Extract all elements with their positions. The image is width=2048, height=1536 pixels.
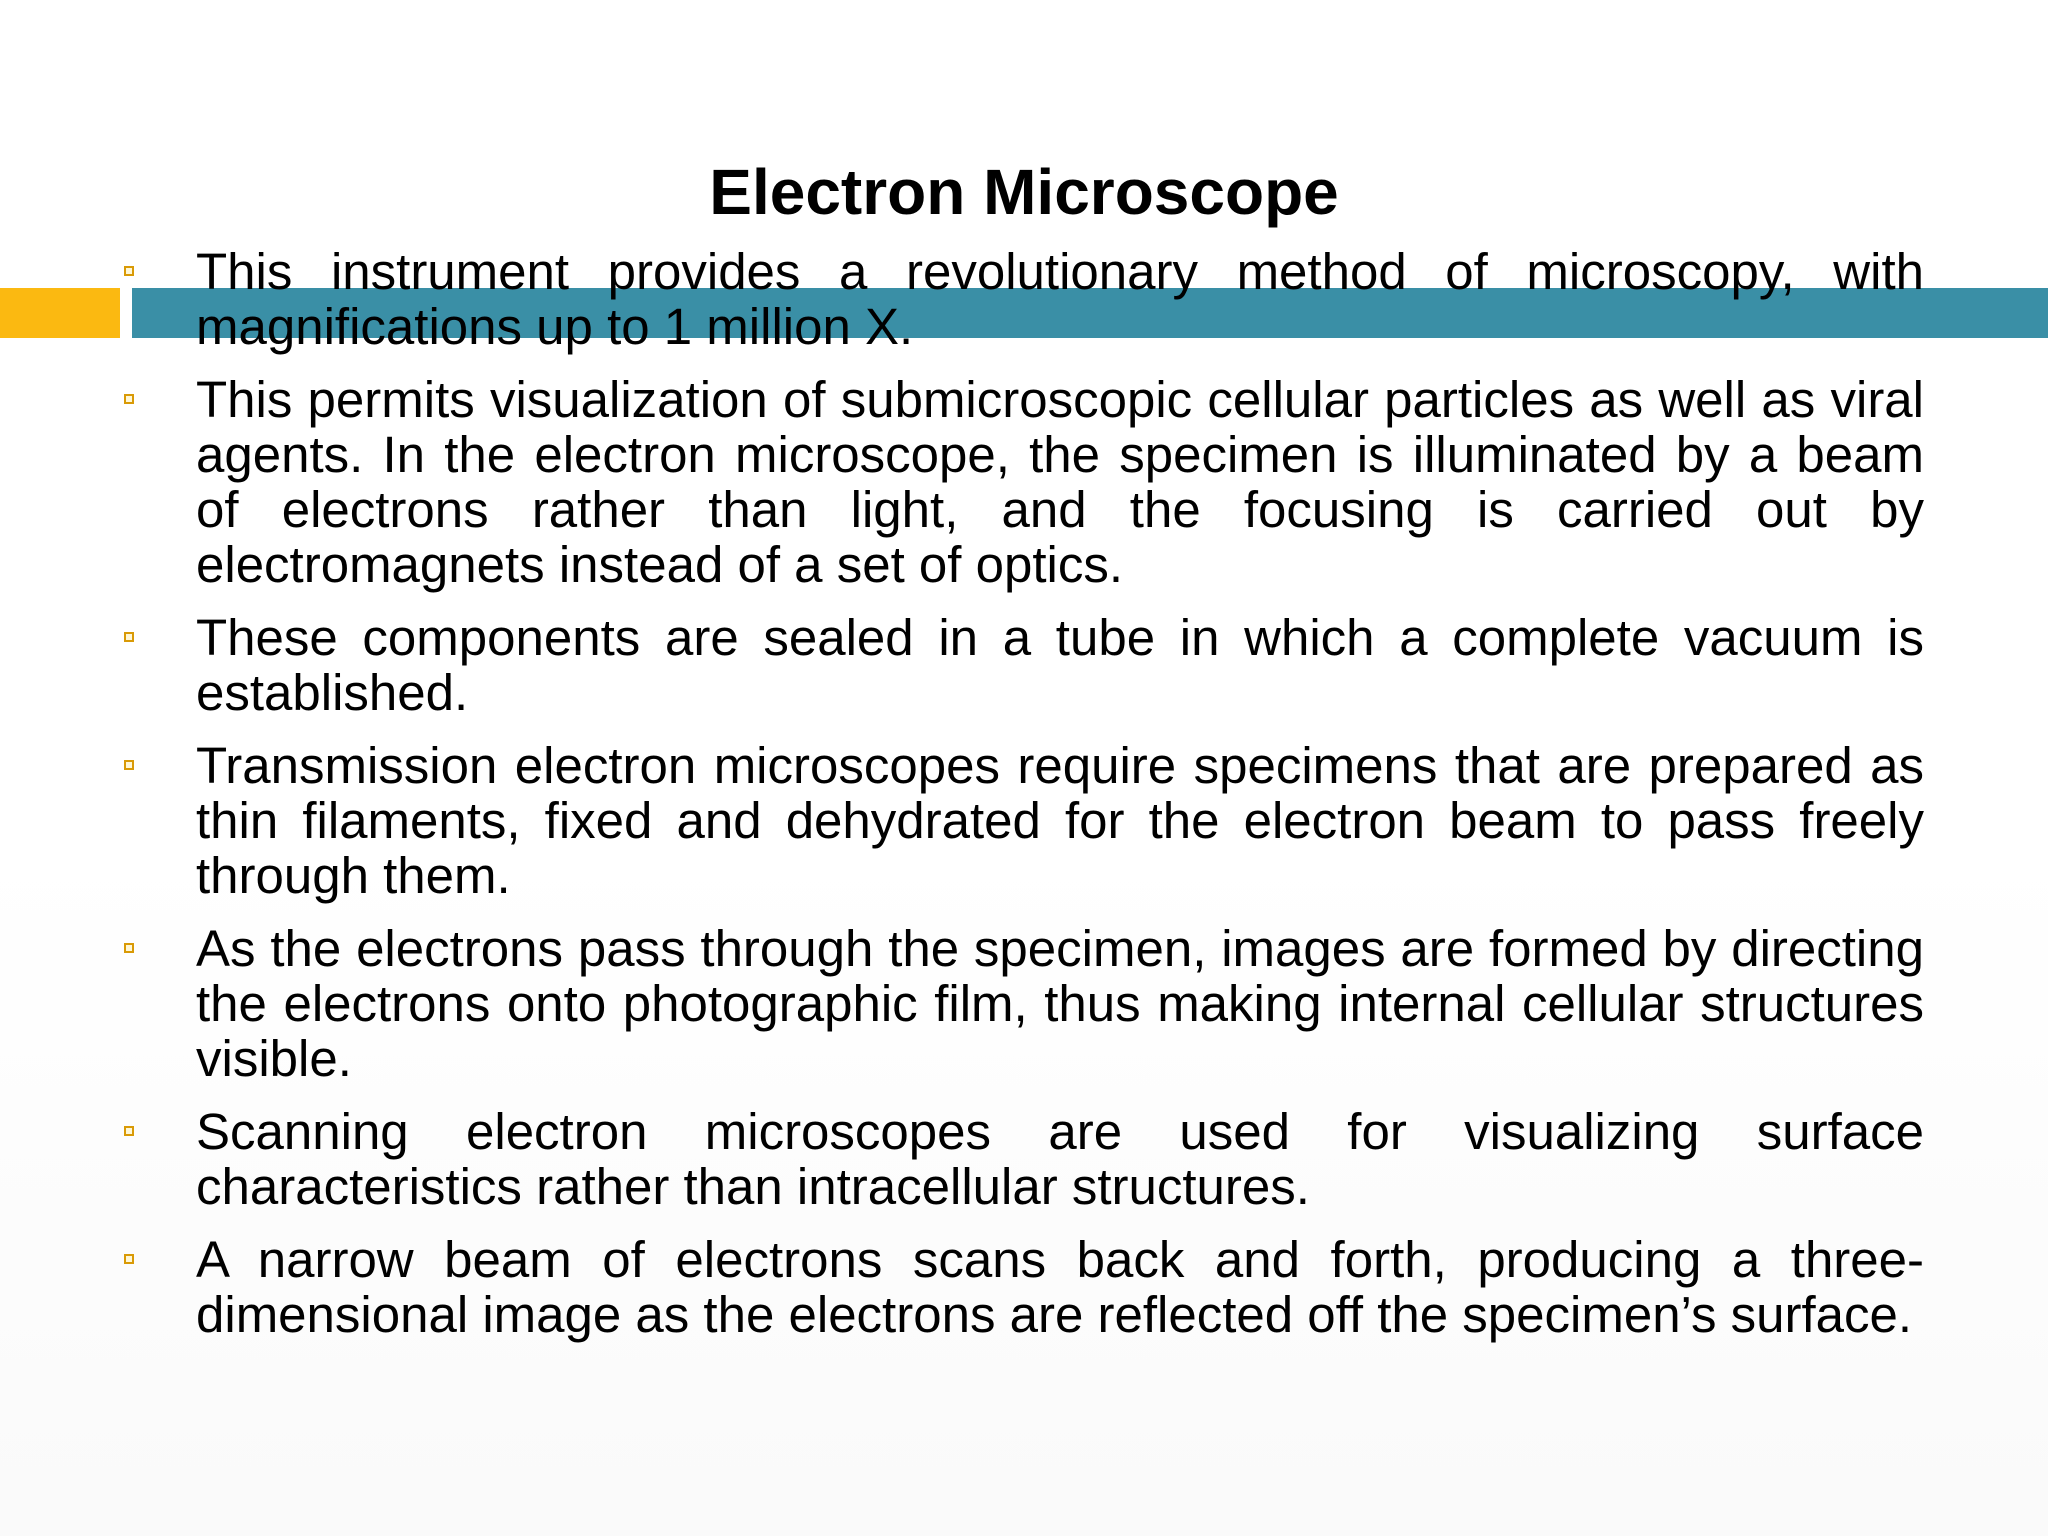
bullet-text: This permits visualization of submicroscopic cellular particles as well as viral agents. In the electron microscope, the specimen is illuminated by a beam of electrons rather than light, and the focusing is carried out by electromagnets instead of a set of optics. [196, 371, 1924, 593]
bullet-item [0, 610, 1924, 720]
square-bullet-icon [124, 632, 138, 646]
square-bullet-icon [124, 394, 138, 408]
bullet-text: Scanning electron microscopes are used for visualizing surface characteristics rather than intracellular structures. [196, 1103, 1924, 1215]
bullet-item [0, 738, 1924, 903]
bullet-text: This instrument provides a revolutionary method of microscopy, with magnifications up to 1 million X. [196, 243, 1924, 355]
bullet-text: These components are sealed in a tube in which a complete vacuum is established. [196, 609, 1924, 721]
square-bullet-icon [124, 1126, 138, 1140]
bullet-text: As the electrons pass through the specimen, images are formed by directing the electrons onto photographic film, thus making internal cellular structures visible. [196, 920, 1924, 1087]
bullet-text: Transmission electron microscopes require specimens that are prepared as thin filaments, fixed and dehydrated for the electron beam to pass freely through them. [196, 737, 1924, 904]
square-bullet-icon [124, 943, 138, 957]
bullet-item [0, 1232, 1924, 1342]
bullet-list [0, 244, 2048, 1360]
slide-title: Electron Microscope [709, 156, 1339, 228]
square-bullet-icon [124, 266, 138, 280]
square-bullet-icon [124, 760, 138, 774]
bullet-item [0, 372, 1924, 592]
bullet-item [0, 921, 1924, 1086]
bullet-text: A narrow beam of electrons scans back and forth, producing a three-dimensional image as the electrons are reflected off the specimen’s surface. [196, 1231, 1924, 1343]
bullet-item [0, 244, 1924, 354]
bullet-item [0, 1104, 1924, 1214]
square-bullet-icon [124, 1254, 138, 1268]
